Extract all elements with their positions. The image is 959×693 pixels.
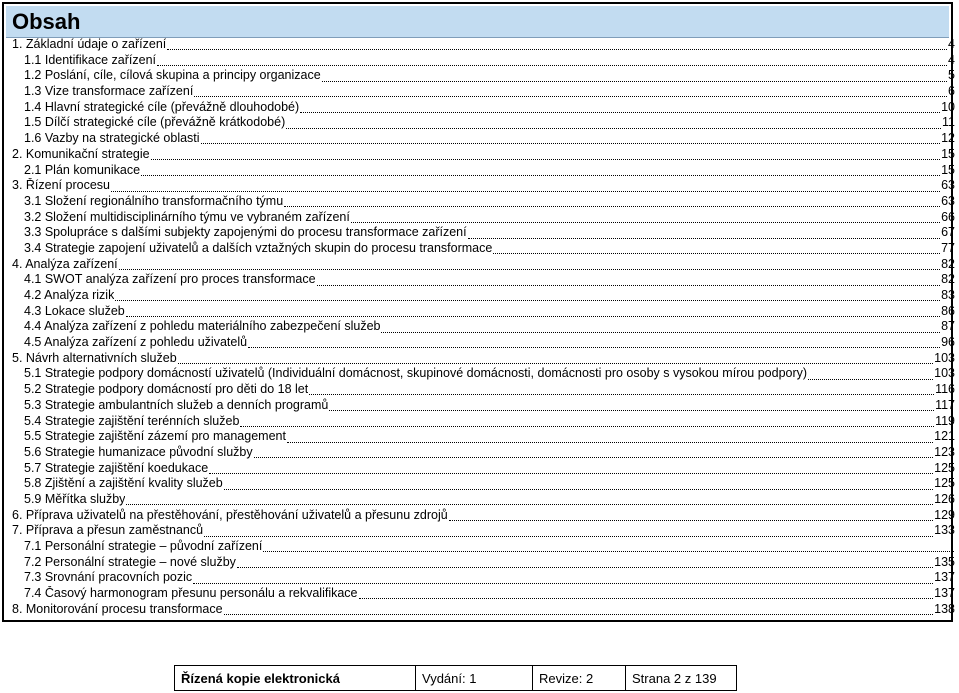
toc-leader-dots (449, 516, 933, 521)
toc-entry-page: 12 (941, 131, 955, 146)
toc-leader-dots (119, 265, 940, 270)
toc-entry[interactable] (12, 163, 955, 179)
toc-entry-label: 5.2 Strategie podpory domácností pro děti do 18 let (24, 382, 309, 397)
toc-entry[interactable] (12, 37, 955, 53)
toc-entry-page: 83 (941, 288, 955, 302)
toc-entry-label: 4.5 Analýza zařízení z pohledu uživatelů (24, 335, 248, 350)
toc-entry-page: 137 (934, 570, 955, 585)
toc-entry[interactable] (12, 570, 955, 586)
page-title: Obsah (12, 9, 81, 34)
toc-entry[interactable] (12, 539, 955, 555)
toc-entry-page: 125 (934, 460, 955, 475)
toc-entry[interactable] (12, 335, 955, 351)
toc-entry-page: 5 (948, 68, 955, 83)
toc-entry-label: 5.4 Strategie zajištění terénních služeb (24, 413, 240, 428)
footer-revision: Revize: 2 (533, 666, 626, 691)
toc-entry-page: 86 (941, 303, 955, 318)
toc-entry-label: 2.1 Plán komunikace (24, 162, 141, 177)
toc-entry-label: 1.3 Vize transformace zařízení (24, 84, 194, 99)
toc-entry-label: 1. Základní údaje o zařízení (12, 37, 167, 51)
toc-entry-page: 138 (934, 601, 955, 616)
toc-entry[interactable] (12, 414, 955, 430)
document-footer (174, 665, 737, 691)
toc-leader-dots (493, 249, 940, 254)
toc-entry[interactable] (12, 68, 955, 84)
toc-leader-dots (204, 532, 933, 537)
toc-entry-page: 15 (941, 146, 955, 161)
toc-entry-page: 4 (948, 52, 955, 67)
toc-leader-dots (284, 202, 940, 207)
toc-entry-page: 15 (941, 162, 955, 177)
toc-entry[interactable] (12, 225, 955, 241)
toc-entry-label: 3.1 Složení regionálního transformačního týmu (24, 193, 284, 208)
toc-entry[interactable] (12, 194, 955, 210)
toc-entry[interactable] (12, 398, 955, 414)
toc-leader-dots (359, 594, 934, 599)
toc-leader-dots (322, 77, 947, 82)
toc-entry-page: 119 (935, 413, 955, 428)
toc-entry-label: 3.3 Spolupráce s dalšími subjekty zapojenými do procesu transformace zařízení (24, 225, 467, 240)
toc-leader-dots (263, 547, 954, 552)
toc-entry[interactable] (12, 115, 955, 131)
footer-doc-type: Řízená kopie elektronická (175, 666, 416, 691)
toc-leader-dots (309, 390, 934, 395)
toc-entry[interactable] (12, 147, 955, 163)
toc-leader-dots (201, 139, 941, 144)
toc-leader-dots (157, 61, 947, 66)
toc-leader-dots (178, 359, 933, 364)
toc-entry-label: 1.6 Vazby na strategické oblasti (24, 131, 200, 146)
toc-leader-dots (126, 312, 940, 317)
toc-entry-label: 3.2 Složení multidisciplinárního týmu ve vybraném zařízení (24, 209, 350, 224)
toc-entry-label: 7.2 Personální strategie – nové služby (24, 554, 236, 569)
toc-entry[interactable] (12, 351, 955, 367)
toc-entry-page: 82 (941, 272, 955, 287)
toc-entry-label: 7.3 Srovnání pracovních pozic (24, 570, 193, 585)
toc-entry-label: 7.1 Personální strategie – původní zařízení (24, 539, 263, 553)
toc-entry-label: 5.6 Strategie humanizace původní služby (24, 444, 253, 459)
toc-entry-page: 129 (934, 507, 955, 522)
toc-leader-dots (224, 610, 934, 615)
toc-entry[interactable] (12, 288, 955, 304)
toc-entry-page: 6 (948, 84, 955, 99)
toc-leader-dots (468, 234, 941, 239)
toc-entry-page: 87 (941, 319, 955, 334)
toc-entry-page: 103 (934, 366, 955, 381)
toc-entry[interactable] (12, 508, 955, 524)
toc-leader-dots (287, 438, 933, 443)
toc-entry-page: 66 (941, 209, 955, 224)
toc-leader-dots (381, 328, 940, 333)
toc-entry[interactable] (12, 84, 955, 100)
toc-entry-label: 5.1 Strategie podpory domácností uživatelů (Individuální domácnost, skupinové domácnosti, domácnosti pro osoby s vysokou mírou podpory) (24, 366, 808, 381)
toc-entry-page: 82 (941, 256, 955, 271)
toc-leader-dots (286, 124, 941, 129)
toc-entry-label: 1.4 Hlavní strategické cíle (převážně dlouhodobé) (24, 99, 300, 114)
toc-entry-label: 5.7 Strategie zajištění koedukace (24, 460, 209, 475)
toc-entry[interactable] (12, 602, 955, 618)
toc-entry-label: 5. Návrh alternativních služeb (12, 350, 177, 365)
toc-entry-page: 63 (941, 193, 955, 208)
toc-leader-dots (248, 343, 940, 348)
toc-entry[interactable] (12, 461, 955, 477)
toc-entry-label: 6. Příprava uživatelů na přestěhování, přestěhování uživatelů a přesunu zdrojů (12, 507, 448, 522)
toc-entry-label: 1.5 Dílčí strategické cíle (převážně krátkodobé) (24, 115, 286, 130)
toc-entry-label: 4.3 Lokace služeb (24, 303, 125, 318)
toc-entry-label: 7.4 Časový harmonogram přesunu personálu a rekvalifikace (24, 586, 358, 601)
toc-leader-dots (167, 45, 947, 50)
toc-leader-dots (151, 155, 941, 160)
toc-entry-page: 126 (934, 491, 955, 506)
footer-issue: Vydání: 1 (416, 666, 533, 691)
toc-entry[interactable] (12, 382, 955, 398)
toc-entry[interactable] (12, 272, 955, 288)
toc-entry[interactable] (12, 304, 955, 320)
toc-leader-dots (240, 422, 934, 427)
toc-leader-dots (329, 406, 934, 411)
toc-entry[interactable] (12, 257, 955, 273)
toc-entry[interactable] (12, 241, 955, 257)
toc-leader-dots (254, 453, 934, 458)
toc-leader-dots (194, 92, 947, 97)
toc-leader-dots (351, 218, 940, 223)
toc-entry[interactable] (12, 429, 955, 445)
toc-entry-label: 4.1 SWOT analýza zařízení pro proces transformace (24, 272, 316, 287)
toc-leader-dots (224, 485, 933, 490)
title-bar (6, 6, 949, 38)
toc-entry-label: 4.2 Analýza rizik (24, 288, 115, 302)
toc-leader-dots (209, 469, 933, 474)
toc-leader-dots (317, 281, 941, 286)
toc-leader-dots (111, 187, 940, 192)
toc-entry[interactable] (12, 555, 955, 571)
toc-entry-page: 96 (941, 335, 955, 350)
footer-page: Strana 2 z 139 (626, 666, 737, 691)
toc-entry[interactable] (12, 445, 955, 461)
toc-entry-page: 133 (934, 523, 955, 538)
toc-leader-dots (300, 108, 940, 113)
toc-entry-page: 117 (935, 397, 955, 412)
toc-entry-page: 123 (934, 444, 955, 459)
toc-leader-dots (126, 500, 933, 505)
toc-entry[interactable] (12, 131, 955, 147)
toc-entry-label: 1.1 Identifikace zařízení (24, 52, 157, 67)
toc-entry-page: 67 (941, 225, 955, 240)
toc-entry-page: 103 (934, 350, 955, 365)
toc-entry-label: 4.4 Analýza zařízení z pohledu materiálního zabezpečení služeb (24, 319, 381, 334)
toc-entry[interactable] (12, 319, 955, 335)
toc-entry-label: 2. Komunikační strategie (12, 146, 150, 161)
toc-leader-dots (808, 375, 933, 380)
toc-entry[interactable] (12, 586, 955, 602)
toc-entry-label: 5.9 Měřítka služby (24, 491, 126, 506)
toc-entry-page: 116 (935, 382, 955, 397)
toc-leader-dots (141, 171, 940, 176)
toc-entry-label: 5.3 Strategie ambulantních služeb a denních programů (24, 397, 329, 412)
toc-frame (2, 2, 953, 622)
toc-entry[interactable] (12, 53, 955, 69)
toc-entry[interactable] (12, 476, 955, 492)
toc-entry-label: 3.4 Strategie zapojení uživatelů a dalších vztažných skupin do procesu transformace (24, 240, 493, 255)
toc-entry-page: 125 (934, 476, 955, 491)
toc-entry-page: 77 (941, 240, 955, 255)
toc-entry-page: 11 (942, 115, 955, 130)
toc-entry[interactable] (12, 210, 955, 226)
toc-entry-page: 121 (934, 429, 955, 444)
toc-entry-label: 5.5 Strategie zajištění zázemí pro management (24, 429, 286, 444)
toc-leader-dots (237, 563, 933, 568)
toc-entry[interactable] (12, 178, 955, 194)
toc-entry-label: 1.2 Poslání, cíle, cílová skupina a principy organizace (24, 68, 321, 83)
table-of-contents (12, 37, 955, 617)
toc-entry[interactable] (12, 523, 955, 539)
toc-entry-label: 7. Příprava a přesun zaměstnanců (12, 523, 204, 538)
toc-entry[interactable] (12, 366, 955, 382)
toc-leader-dots (193, 579, 933, 584)
toc-entry[interactable] (12, 100, 955, 116)
toc-entry-page: 137 (934, 586, 955, 601)
toc-leader-dots (115, 296, 940, 301)
toc-entry-label: 3. Řízení procesu (12, 178, 110, 193)
toc-entry-page: 10 (941, 99, 955, 114)
toc-entry-page: 4 (948, 37, 955, 51)
toc-entry-label: 8. Monitorování procesu transformace (12, 601, 223, 616)
toc-entry-label: 4. Analýza zařízení (12, 256, 118, 271)
toc-entry-page: 135 (934, 554, 955, 569)
toc-entry[interactable] (12, 492, 955, 508)
toc-entry-label: 5.8 Zjištění a zajištění kvality služeb (24, 476, 223, 491)
toc-entry-page: 63 (941, 178, 955, 193)
